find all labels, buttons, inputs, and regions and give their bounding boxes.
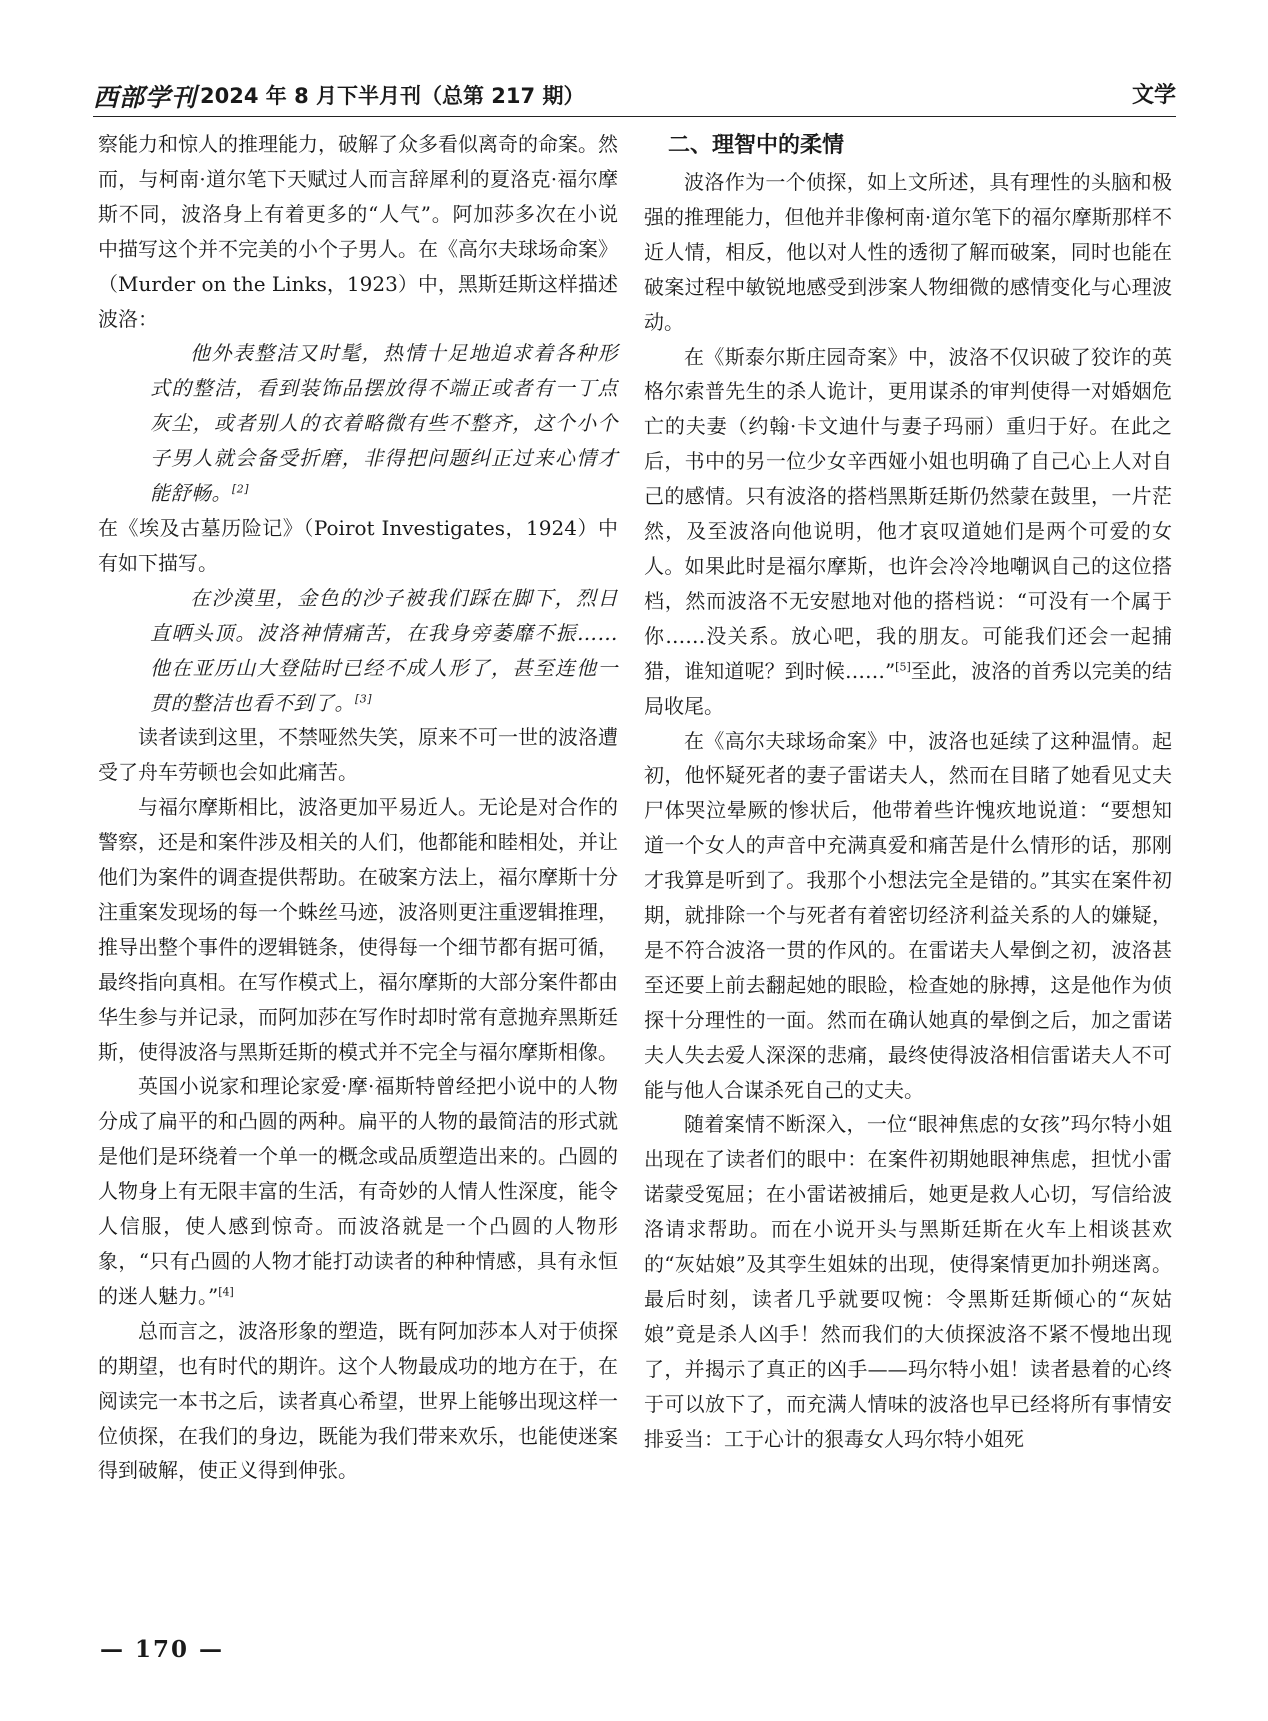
- paragraph: 察能力和惊人的推理能力，破解了众多看似离奇的命案。然而，与柯南·道尔笔下天赋过人而言辞犀利的夏洛克·福尔摩斯不同，波洛身上有着更多的“人气”。阿加莎多次在小说中描写这个并不完美的小个子男人。在《高尔夫球场命案》（Murder on the Links，1923）中，黑斯廷斯这样描述波洛：: [98, 132, 618, 331]
- paragraph: [644, 340, 1172, 724]
- citation-ref: [4]: [218, 1285, 234, 1299]
- citation-ref: [5]: [895, 660, 911, 674]
- paragraph: 随着案情不断深入，一位“眼神焦虑的女孩”玛尔特小姐出现在了读者们的眼中：在案件初期她眼神焦虑，担忧小雷诺蒙受冤屈；在小雷诺被捕后，她更是救人心切，写信给波洛请求帮助。而在小说开头与黑斯廷斯在火车上相谈甚欢的“灰姑娘”及其孪生姐妹的出现，使得案情更加扑朔迷离。最后时刻，读者几乎就要叹惋：令黑斯廷斯倾心的“灰姑娘”竟是杀人凶手！然而我们的大侦探波洛不紧不慢地出现了，并揭示了真正的凶手——玛尔特小姐！读者悬着的心终于可以放下了，而充满人情味的波洛也早已经将所有事情安排妥当：工于心计的狠毒女人玛尔特小姐死: [644, 1112, 1172, 1451]
- paragraph-text: 至此，波洛的首秀以完美的结局收尾。: [644, 658, 1172, 718]
- paragraph: 读者读到这里，不禁哑然失笑，原来不可一世的波洛遭受了舟车劳顿也会如此痛苦。: [98, 725, 618, 785]
- paragraph-text: 在《斯泰尔斯庄园奇案》中，波洛不仅识破了狡诈的英格尔索普先生的杀人诡计，更用谋杀的审判使得一对婚姻危亡的夫妻（约翰·卡文迪什与妻子玛丽）重归于好。在此之后，书中的另一位少女辛西娅小姐也明确了自己心上人对自己的感情。只有波洛的搭档黑斯廷斯仍然蒙在鼓里，一片茫然，及至波洛向他说明，他才哀叹道她们是两个可爱的女人。如果此时是福尔摩斯，也许会冷冷地嘲讽自己的这位搭档，然而波洛不无安慰地对他的搭档说：“可没有一个属于你……没关系。放心吧，我的朋友。可能我们还会一起捕猎，谁知道呢？到时候……”: [644, 344, 1172, 683]
- issue-info: 2024 年 8 月下半月刊（总第 217 期）: [200, 84, 585, 108]
- quote-text: 在沙漠里，金色的沙子被我们踩在脚下，烈日直晒头顶。波洛神情痛苦，在我身旁萎靡不振……他在亚历山大登陆时已经不成人形了，甚至连他一贯的整洁也看不到了。: [150, 585, 618, 715]
- block-quote: [98, 581, 618, 721]
- section-name: 文学: [1131, 83, 1176, 108]
- journal-logo: 西部学刊: [93, 83, 198, 112]
- quote-text: 他外表整洁又时髦，热情十足地追求着各种形式的整洁，看到装饰品摆放得不端正或者有一丁点灰尘，或者别人的衣着略微有些不整齐，这个小个子男人就会备受折磨，非得把问题纠正过来心情才能舒畅。: [150, 341, 618, 506]
- page-header: [93, 78, 1176, 112]
- header-divider: [93, 116, 1176, 117]
- left-column: [98, 127, 618, 1488]
- citation-ref: [3]: [355, 691, 373, 705]
- paragraph: 总而言之，波洛形象的塑造，既有阿加莎本人对于侦探的期望，也有时代的期许。这个人物最成功的地方在于，在阅读完一本书之后，读者真心希望，世界上能够出现这样一位侦探，在我们的身边，既能为我们带来欢乐，也能使迷案得到破解，使正义得到伸张。: [98, 1318, 618, 1483]
- citation-ref: [2]: [232, 482, 250, 496]
- paragraph-text: 英国小说家和理论家爱·摩·福斯特曾经把小说中的人物分成了扁平的和凸圆的两种。扁平的人物的最简洁的形式就是他们是环绕着一个单一的概念或品质塑造出来的。凸圆的人物身上有无限丰富的生活，有奇妙的人情人性深度，能令人信服，使人感到惊奇。而波洛就是一个凸圆的人物形象，“只有凸圆的人物才能打动读者的种种情感，具有永恒的迷人魅力。”: [98, 1074, 618, 1308]
- section-heading: 二、理智中的柔情: [668, 133, 845, 158]
- right-column: [644, 127, 1172, 1457]
- paragraph: 在《高尔夫球场命案》中，波洛也延续了这种温情。起初，他怀疑死者的妻子雷诺夫人，然而在目睹了她看见丈夫尸体哭泣晕厥的惨状后，他带着些许愧疚地说道：“要想知道一个女人的声音中充满真爱和痛苦是什么情形的话，那刚才我算是听到了。我那个小想法完全是错的。”其实在案件初期，就排除一个与死者有着密切经济利益关系的人的嫌疑，是不符合波洛一贯的作风的。在雷诺夫人晕倒之初，波洛甚至还要上前去翻起她的眼睑，检查她的脉搏，这是他作为侦探十分理性的一面。然而在确认她真的晕倒之后，加之雷诺夫人失去爱人深深的悲痛，最终使得波洛相信雷诺夫人不可能与他人合谋杀死自己的丈夫。: [644, 728, 1172, 1102]
- paragraph: 与福尔摩斯相比，波洛更加平易近人。无论是对合作的警察，还是和案件涉及相关的人们，他都能和睦相处，并让他们为案件的调查提供帮助。在破案方法上，福尔摩斯十分注重案发现场的每一个蛛丝马迹，波洛则更注重逻辑推理，推导出整个事件的逻辑链条，使得每一个细节都有据可循，最终指向真相。在写作模式上，福尔摩斯的大部分案件都由华生参与并记录，而阿加莎在写作时却时常有意抛弃黑斯廷斯，使得波洛与黑斯廷斯的模式并不完全与福尔摩斯相像。: [98, 795, 618, 1064]
- paragraph: 波洛作为一个侦探，如上文所述，具有理性的头脑和极强的推理能力，但他并非像柯南·道尔笔下的福尔摩斯那样不近人情，相反，他以对人性的透彻了解而破案，同时也能在破案过程中敏锐地感受到涉案人物细微的感情变化与心理波动。: [644, 170, 1172, 334]
- block-quote: [98, 336, 618, 511]
- paragraph: 在《埃及古墓历险记》（Poirot Investigates，1924）中有如下描写。: [98, 515, 618, 575]
- page-number: — 170 —: [100, 1636, 225, 1663]
- paragraph: [98, 1069, 618, 1313]
